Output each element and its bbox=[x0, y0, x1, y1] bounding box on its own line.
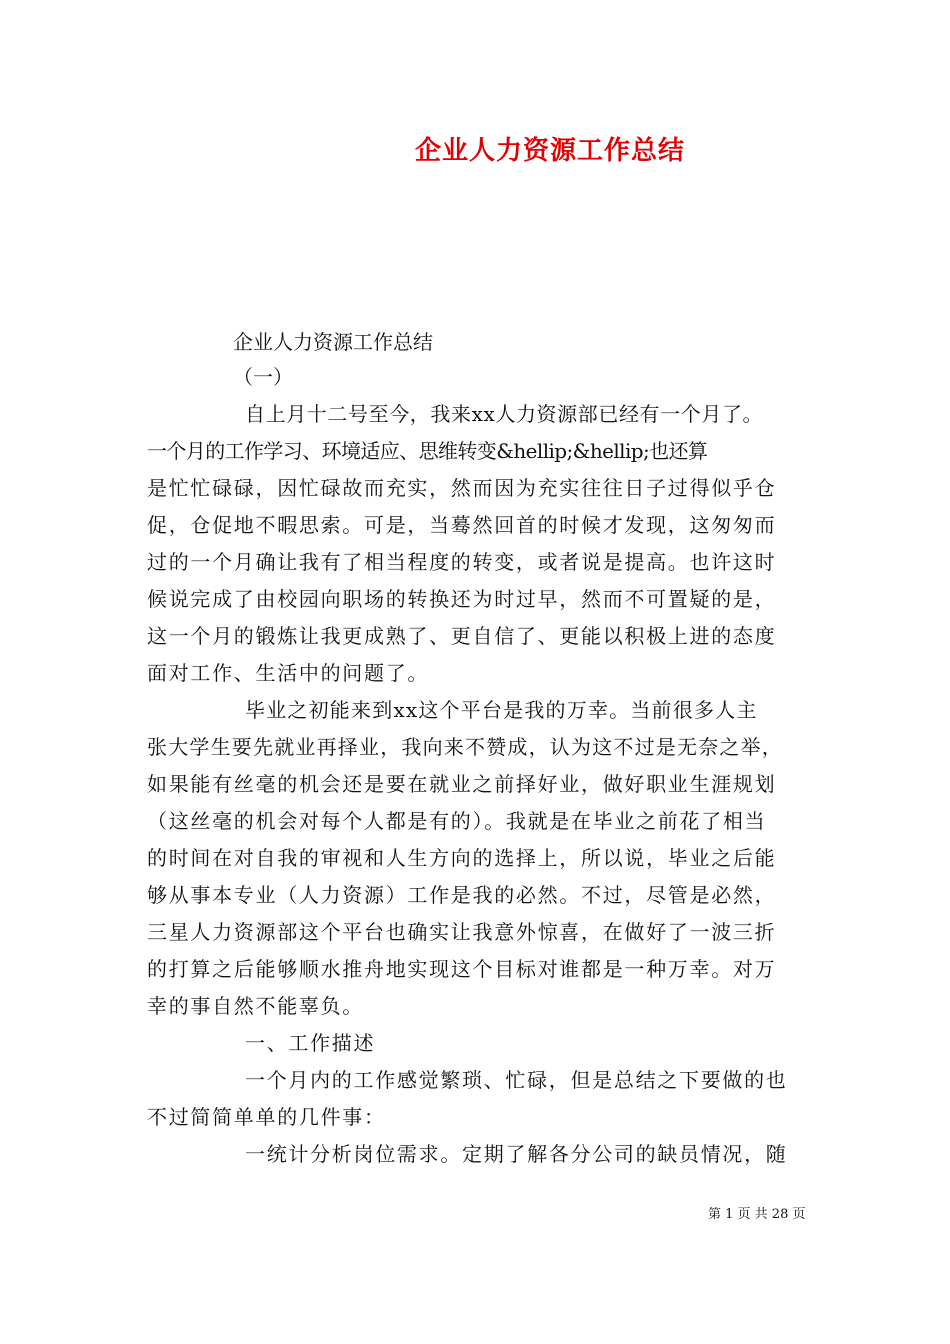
section-title: 企业人力资源工作总结 bbox=[233, 330, 433, 354]
paragraph-line: 毕业之初能来到xx这个平台是我的万幸。当前很多人主 bbox=[245, 698, 758, 722]
paragraph-line: 的打算之后能够顺水推舟地实现这个目标对谁都是一种万幸。对万 bbox=[147, 957, 777, 981]
paragraph-line: 候说完成了由校园向职场的转换还为时过早，然而不可置疑的是， bbox=[147, 587, 777, 611]
paragraph-line: 如果能有丝毫的机会还是要在就业之前择好业，做好职业生涯规划 bbox=[147, 772, 777, 796]
paragraph-line: 三星人力资源部这个平台也确实让我意外惊喜，在做好了一波三折 bbox=[147, 920, 777, 944]
paragraph-line: 不过简简单单的几件事： bbox=[147, 1105, 386, 1129]
paragraph-line: 过的一个月确让我有了相当程度的转变，或者说是提高。也许这时 bbox=[147, 550, 777, 574]
section-number: （一） bbox=[233, 365, 293, 389]
paragraph-line: 一统计分析岗位需求。定期了解各分公司的缺员情况，随 bbox=[245, 1142, 788, 1166]
document-title: 企业人力资源工作总结 bbox=[414, 136, 685, 166]
paragraph-line: 这一个月的锻炼让我更成熟了、更自信了、更能以积极上进的态度 bbox=[147, 624, 777, 648]
paragraph-line: 自上月十二号至今，我来xx人力资源部已经有一个月了。 bbox=[245, 402, 764, 426]
paragraph-line: 的时间在对自我的审视和人生方向的选择上，所以说，毕业之后能 bbox=[147, 846, 777, 870]
paragraph-line: 一个月的工作学习、环境适应、思维转变&hellip;&hellip;也还算 bbox=[147, 439, 708, 463]
paragraph-line: 张大学生要先就业再择业，我向来不赞成，认为这不过是无奈之举， bbox=[147, 735, 783, 759]
paragraph-line: 一个月内的工作感觉繁琐、忙碌，但是总结之下要做的也 bbox=[245, 1068, 788, 1092]
paragraph-line: 幸的事自然不能辜负。 bbox=[147, 994, 364, 1018]
paragraph-line: 促，仓促地不暇思索。可是，当蓦然回首的时候才发现，这匆匆而 bbox=[147, 513, 777, 537]
paragraph-line: 是忙忙碌碌，因忙碌故而充实，然而因为充实往往日子过得似乎仓 bbox=[147, 476, 777, 500]
paragraph-line: （这丝毫的机会对每个人都是有的）。我就是在毕业之前花了相当 bbox=[147, 809, 767, 833]
page-number: 第 1 页 共 28 页 bbox=[708, 1207, 806, 1222]
paragraph-line: 面对工作、生活中的问题了。 bbox=[147, 661, 430, 685]
section-heading: 一、工作描述 bbox=[245, 1031, 376, 1055]
paragraph-line: 够从事本专业（人力资源）工作是我的必然。不过，尽管是必然， bbox=[147, 883, 777, 907]
